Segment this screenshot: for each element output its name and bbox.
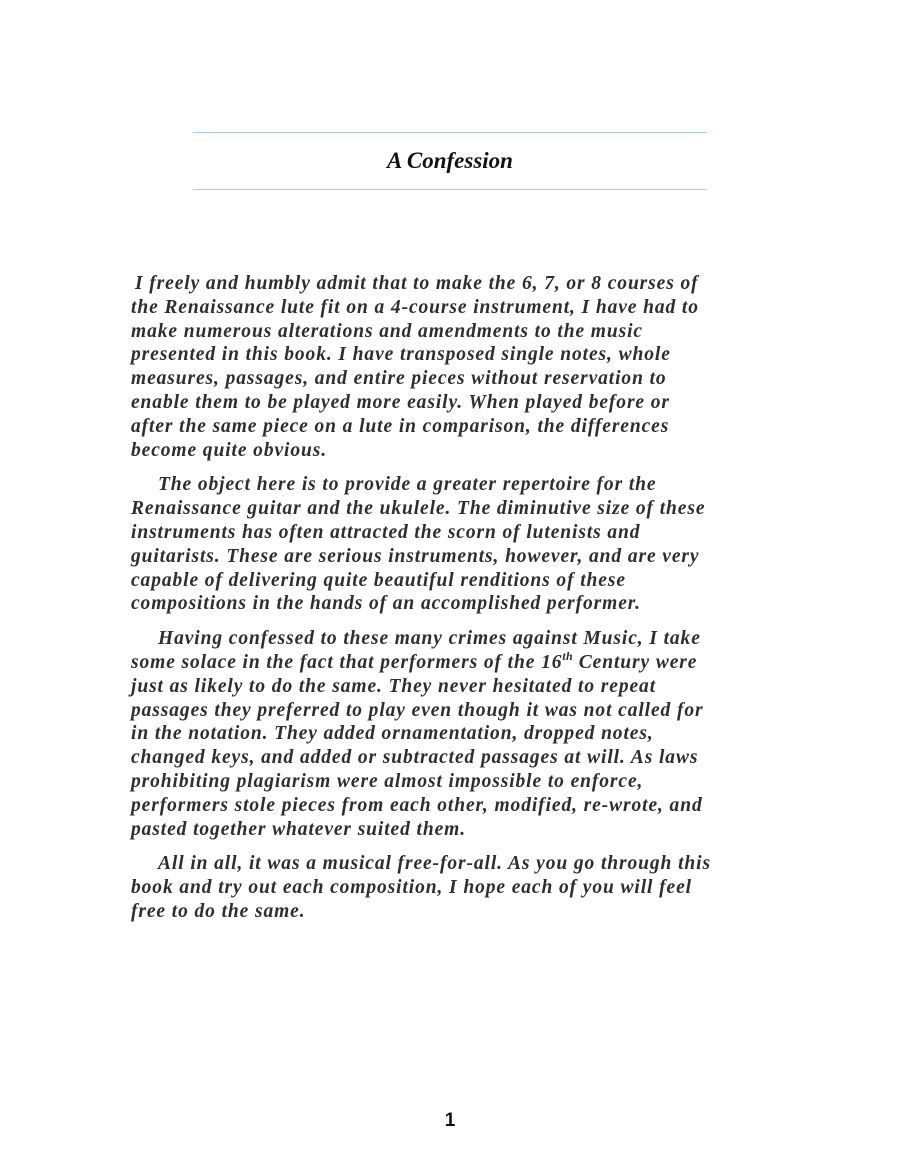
text-line: compositions in the hands of an accomplished performer.: [131, 593, 641, 615]
text-line: presented in this book. I have transposed single notes, whole: [131, 344, 671, 366]
confession-body: [131, 272, 771, 935]
text-line: become quite obvious.: [131, 439, 327, 461]
title-top-rule: [193, 132, 707, 133]
paragraph-1: [131, 272, 771, 462]
text-line: All in all, it was a musical free-for-all. As you go through this: [158, 853, 711, 875]
paragraph-4: [131, 852, 771, 923]
text-line: pasted together whatever suited them.: [131, 818, 466, 840]
text-fragment: Century were: [572, 651, 698, 673]
text-line: Having confessed to these many crimes against Music, I take: [158, 628, 701, 650]
text-fragment: some solace in the fact that performers of the 16: [131, 651, 563, 673]
text-line: in the notation. They added ornamentation, dropped notes,: [131, 723, 654, 745]
title-bottom-rule: [193, 189, 707, 190]
paragraph-2: [131, 473, 771, 616]
text-line: the Renaissance lute fit on a 4-course instrument, I have had to: [131, 296, 699, 318]
text-line: just as likely to do the same. They never hesitated to repeat: [131, 675, 657, 697]
paragraph-3: [131, 627, 771, 841]
text-line: instruments has often attracted the scorn of lutenists and: [131, 521, 641, 543]
text-line: Renaissance guitar and the ukulele. The diminutive size of these: [131, 498, 706, 520]
text-line: book and try out each composition, I hope each of you will feel: [131, 877, 692, 899]
text-line: The object here is to provide a greater repertoire for the: [158, 474, 657, 496]
text-line: after the same piece on a lute in comparison, the differences: [131, 415, 670, 437]
ordinal-superscript: th: [562, 648, 573, 663]
text-line: guitarists. These are serious instruments, however, and are very: [131, 545, 700, 567]
text-line: performers stole pieces from each other, modified, re-wrote, and: [131, 794, 703, 816]
text-line: passages they preferred to play even though it was not called for: [131, 699, 704, 721]
page-number: 1: [444, 1110, 456, 1131]
text-line: prohibiting plagiarism were almost impossible to enforce,: [131, 770, 644, 792]
text-line: I freely and humbly admit that to make the 6, 7, or 8 courses of: [135, 273, 699, 294]
text-line: capable of delivering quite beautiful renditions of these: [131, 569, 626, 591]
text-line: enable them to be played more easily. When played before or: [131, 391, 670, 413]
text-line: changed keys, and added or subtracted passages at will. As laws: [131, 747, 699, 769]
text-line: measures, passages, and entire pieces without reservation to: [131, 368, 667, 390]
text-line: free to do the same.: [131, 900, 306, 922]
text-line-with-superscript: [131, 648, 771, 675]
page-title: A Confession: [387, 148, 513, 173]
text-line: make numerous alterations and amendments to the music: [131, 320, 643, 342]
